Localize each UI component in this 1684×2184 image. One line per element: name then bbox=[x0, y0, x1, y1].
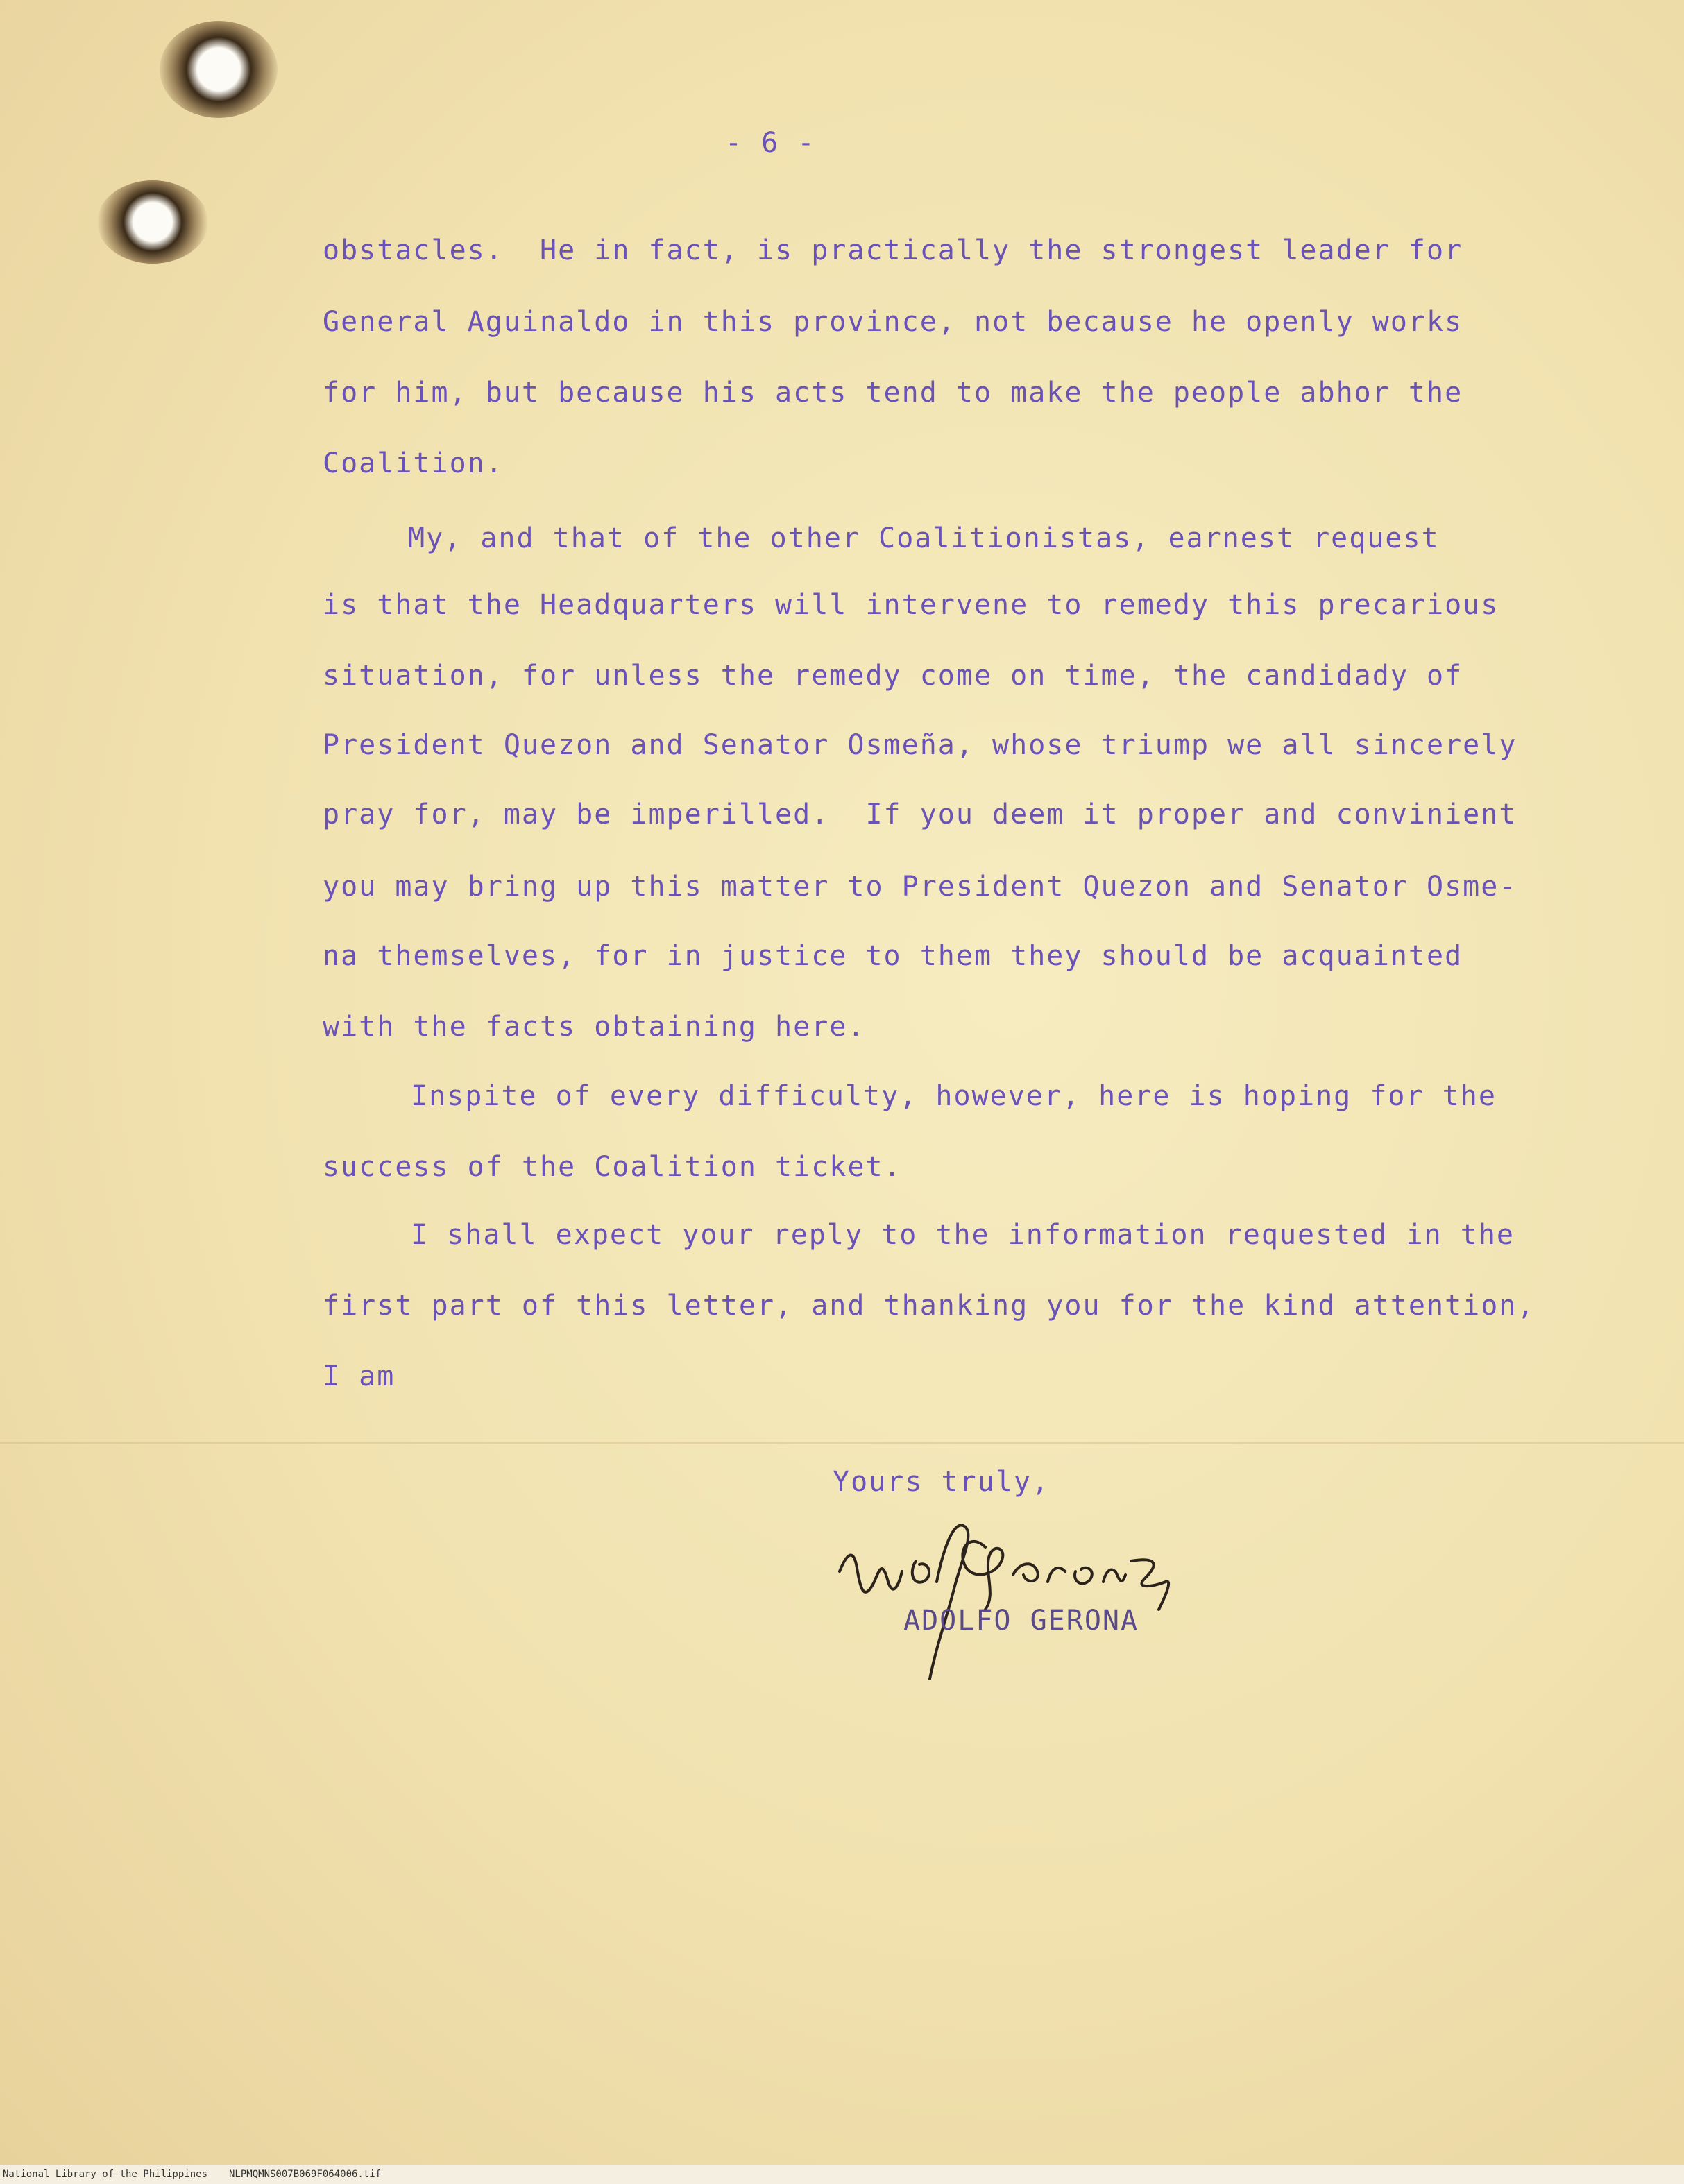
body-line-12: with the facts obtaining here. bbox=[323, 1011, 866, 1043]
archive-footer bbox=[0, 2165, 1684, 2184]
body-line-2: General Aguinaldo in this province, not because he openly works bbox=[323, 306, 1463, 338]
body-line-1: obstacles. He in fact, is practically the strongest leader for bbox=[323, 234, 1463, 266]
closing-salutation: Yours truly, bbox=[833, 1466, 1050, 1498]
paper-fold bbox=[0, 1442, 1684, 1444]
body-line-16: first part of this letter, and thanking you for the kind attention, bbox=[323, 1290, 1536, 1322]
handwritten-signature bbox=[826, 1505, 1214, 1693]
burn-hole-top bbox=[160, 21, 278, 118]
body-line-13: Inspite of every difficulty, however, here is hoping for the bbox=[411, 1080, 1497, 1112]
body-line-8: President Quezon and Senator Osmeña, whose triump we all sincerely bbox=[323, 729, 1517, 761]
archive-credit: National Library of the Philippines bbox=[3, 2169, 208, 2180]
signer-name: ADOLFO GERONA bbox=[903, 1605, 1139, 1637]
body-line-17: I am bbox=[323, 1360, 396, 1392]
body-line-5: My, and that of the other Coalitionistas, earnest request bbox=[408, 522, 1440, 554]
body-line-4: Coalition. bbox=[323, 447, 504, 479]
page-number: - 6 - bbox=[725, 127, 816, 159]
archive-file-id: NLPMQMNS007B069F064006.tif bbox=[229, 2169, 382, 2180]
burn-hole-lower bbox=[97, 180, 208, 264]
body-line-14: success of the Coalition ticket. bbox=[323, 1151, 902, 1183]
body-line-9: pray for, may be imperilled. If you deem it proper and convinient bbox=[323, 799, 1517, 830]
body-line-10: you may bring up this matter to President Quezon and Senator Osme- bbox=[323, 871, 1517, 903]
body-line-15: I shall expect your reply to the information requested in the bbox=[411, 1219, 1515, 1251]
body-line-7: situation, for unless the remedy come on time, the candidady of bbox=[323, 660, 1463, 692]
body-line-3: for him, but because his acts tend to make the people abhor the bbox=[323, 377, 1463, 409]
body-line-11: na themselves, for in justice to them they should be acquainted bbox=[323, 940, 1463, 972]
body-line-6: is that the Headquarters will intervene to remedy this precarious bbox=[323, 589, 1499, 621]
